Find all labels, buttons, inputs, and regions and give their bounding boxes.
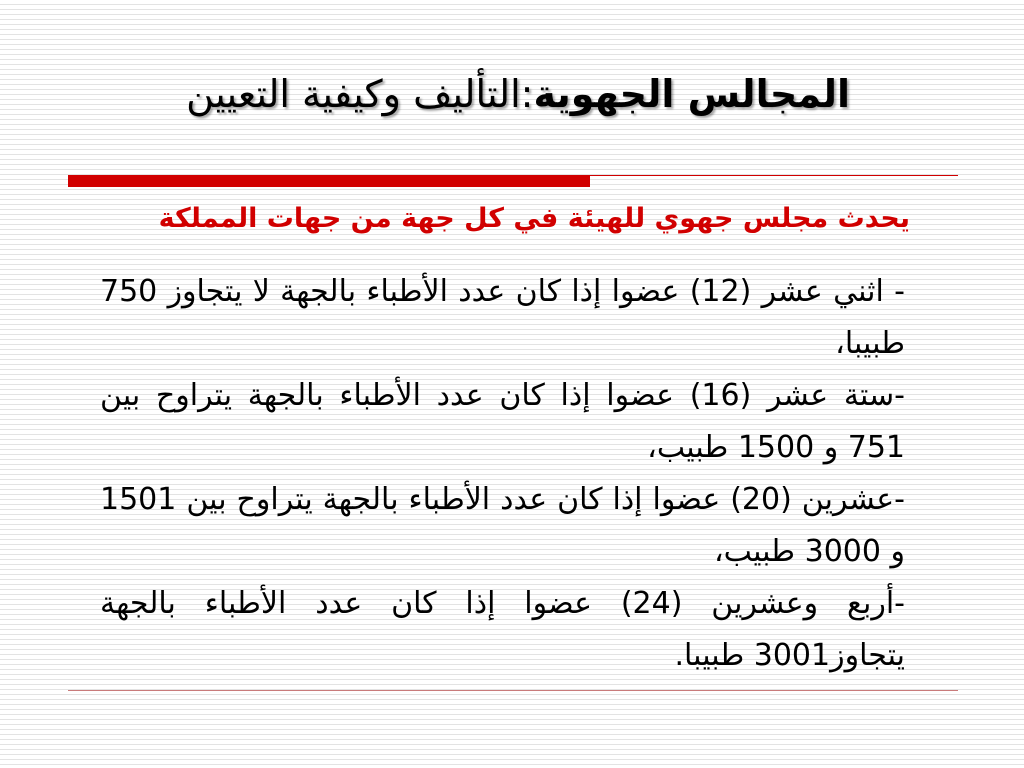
title-divider-thick-bar bbox=[68, 175, 590, 187]
list-item: -عشرين (20) عضوا إذا كان عدد الأطباء بالجهة يتراوح بين 1501 و 3000 طبيب، bbox=[100, 482, 905, 569]
list-item: - اثني عشر (12) عضوا إذا كان عدد الأطباء بالجهة لا يتجاوز 750 طبيبا، bbox=[100, 274, 905, 361]
title-divider-thin-line bbox=[590, 175, 958, 176]
list-item: -ستة عشر (16) عضوا إذا كان عدد الأطباء بالجهة يتراوح بين 751 و 1500 طبيب، bbox=[100, 378, 905, 465]
title-divider bbox=[68, 175, 958, 187]
slide-title-rest: :التأليف وكيفية التعيين bbox=[186, 72, 534, 116]
list-item: -أربع وعشرين (24) عضوا إذا كان عدد الأطباء بالجهة يتجاوز3001 طبيبا. bbox=[100, 586, 905, 673]
lead-statement: يحدث مجلس جهوي للهيئة في كل جهة من جهات المملكة bbox=[158, 203, 910, 234]
slide-title-main: المجالس الجهوية bbox=[533, 72, 850, 116]
footer-divider bbox=[68, 690, 958, 691]
slide-title bbox=[60, 72, 850, 118]
membership-list bbox=[100, 266, 905, 682]
